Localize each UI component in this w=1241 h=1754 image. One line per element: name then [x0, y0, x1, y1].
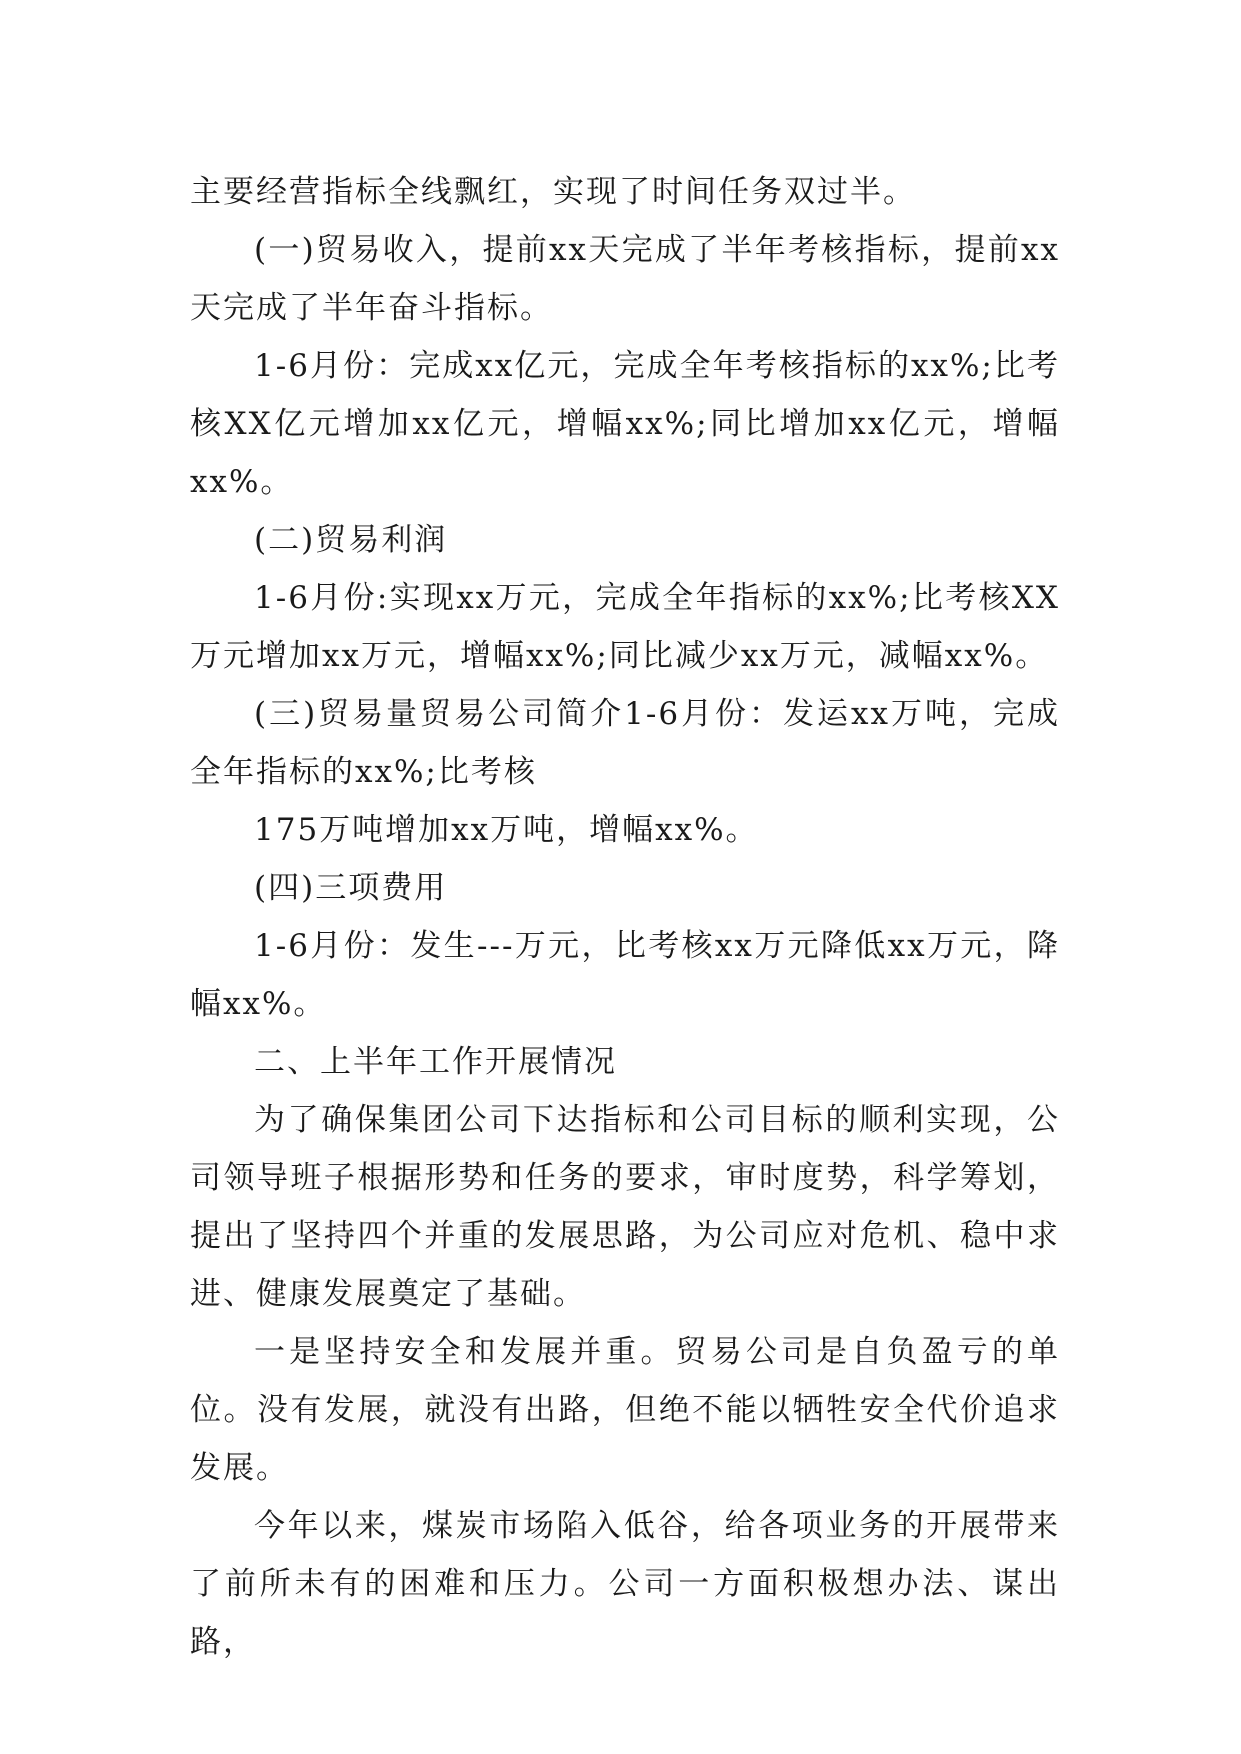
section-heading: 二、上半年工作开展情况 [254, 1044, 617, 1080]
paragraph: 1-6月份：发生---万元，比考核xx万元降低xx万元，降幅xx%。 [190, 928, 1060, 1022]
document-body [190, 163, 1060, 1671]
paragraph: 今年以来，煤炭市场陷入低谷，给各项业务的开展带来了前所未有的困难和压力。公司一方面积极想办法、谋出路， [190, 1508, 1060, 1660]
paragraph: 一是坚持安全和发展并重。贸易公司是自负盈亏的单位。没有发展，就没有出路，但绝不能以牺牲安全代价追求发展。 [190, 1334, 1060, 1486]
paragraph: 为了确保集团公司下达指标和公司目标的顺利实现，公司领导班子根据形势和任务的要求，审时度势，科学筹划，提出了坚持四个并重的发展思路，为公司应对危机、稳中求进、健康发展奠定了基础。 [190, 1102, 1060, 1312]
paragraph: (二)贸易利润 [254, 522, 448, 558]
paragraph: 主要经营指标全线飘红，实现了时间任务双过半。 [190, 174, 916, 210]
paragraph: (三)贸易量贸易公司简介1-6月份：发运xx万吨，完成全年指标的xx%;比考核 [190, 696, 1060, 790]
paragraph: 1-6月份：完成xx亿元，完成全年考核指标的xx%;比考核XX亿元增加xx亿元，增幅xx%;同比增加xx亿元，增幅xx%。 [190, 348, 1060, 500]
paragraph: (一)贸易收入，提前xx天完成了半年考核指标，提前xx天完成了半年奋斗指标。 [190, 232, 1060, 326]
paragraph: (四)三项费用 [254, 870, 448, 906]
paragraph: 1-6月份:实现xx万元，完成全年指标的xx%;比考核XX万元增加xx万元，增幅xx%;同比减少xx万元，减幅xx%。 [190, 580, 1060, 674]
paragraph: 175万吨增加xx万吨，增幅xx%。 [254, 812, 759, 848]
